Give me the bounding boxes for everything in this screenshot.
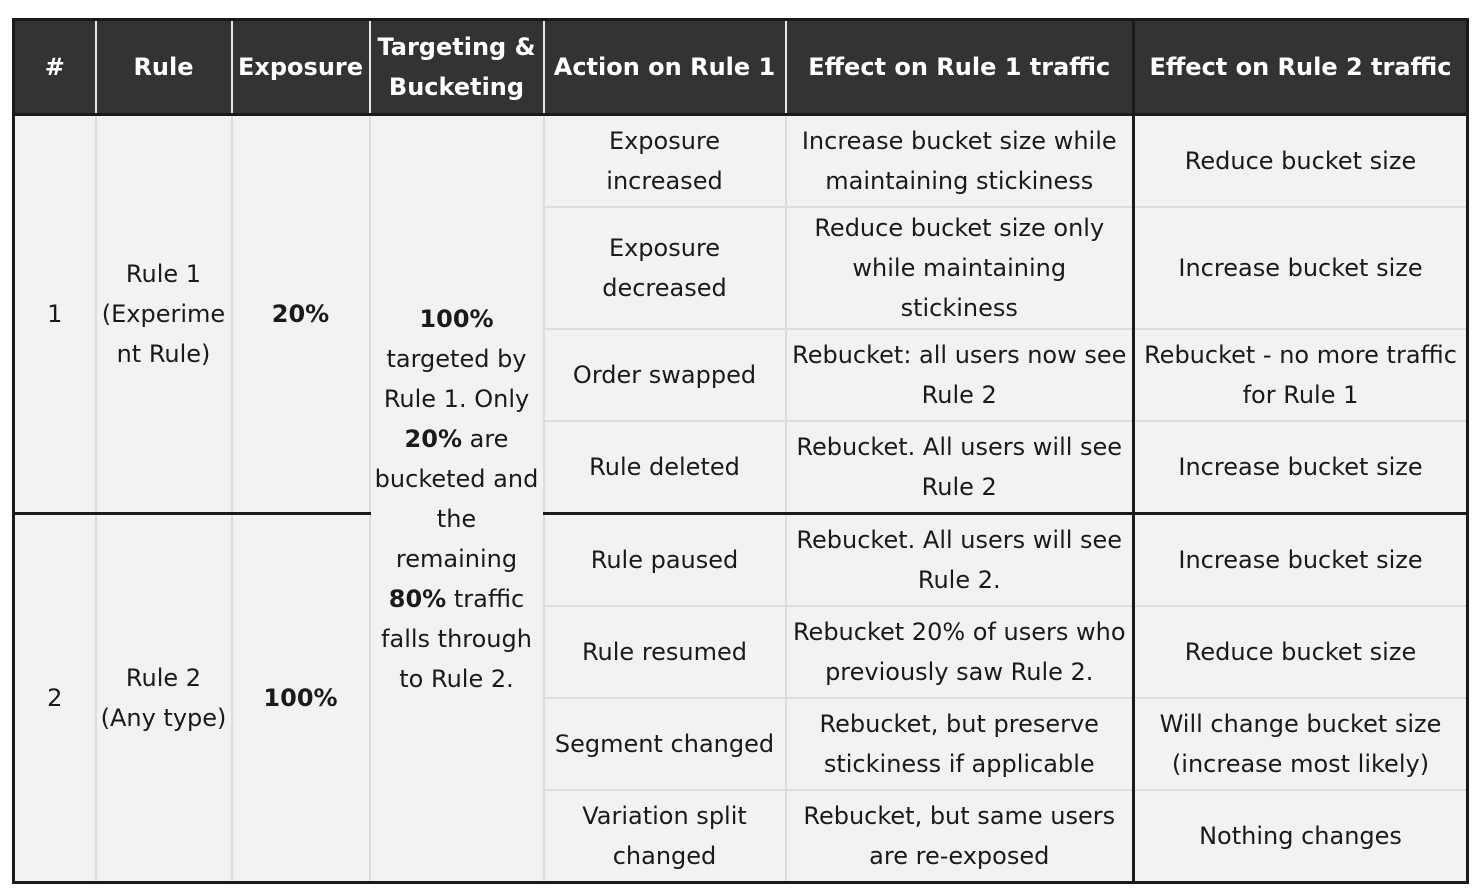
rule-effects-table-wrap: [12, 18, 1469, 884]
effect-rule1-cell: Reduce bucket size only while maintaining stickiness: [786, 207, 1134, 329]
effect-rule1-cell: Rebucket: all users now see Rule 2: [786, 329, 1134, 421]
action-cell: Exposure increased: [544, 115, 786, 208]
effect-rule2-cell: Nothing changes: [1134, 790, 1468, 883]
effect-rule1-cell: Rebucket. All users will see Rule 2.: [786, 514, 1134, 607]
effect-rule2-cell: Increase bucket size: [1134, 207, 1468, 329]
targeting-text-2: are bucketed and the remaining: [374, 424, 539, 573]
effect-rule2-cell: Will change bucket size (increase most likely): [1134, 698, 1468, 790]
effect-rule2-cell: Increase bucket size: [1134, 514, 1468, 607]
effect-rule1-cell: Rebucket. All users will see Rule 2: [786, 421, 1134, 514]
rule-effects-table: [12, 18, 1469, 884]
effect-rule1-cell: Rebucket, but same users are re-exposed: [786, 790, 1134, 883]
action-cell: Rule paused: [544, 514, 786, 607]
targeting-pct-fallthrough: 80%: [388, 584, 447, 613]
header-effect-rule1: Effect on Rule 1 traffic: [786, 20, 1134, 115]
targeting-text-1: targeted by Rule 1. Only: [383, 344, 530, 413]
effect-rule1-cell: Rebucket, but preserve stickiness if applicable: [786, 698, 1134, 790]
table-header-row: [14, 20, 1468, 115]
targeting-pct-targeted: 100%: [419, 304, 494, 333]
header-rule: Rule: [96, 20, 232, 115]
rule-name: Rule 1 (Experime nt Rule): [96, 115, 232, 514]
action-cell: Order swapped: [544, 329, 786, 421]
action-cell: Rule resumed: [544, 606, 786, 698]
rule-exposure: 100%: [232, 514, 370, 883]
effect-rule2-cell: Reduce bucket size: [1134, 606, 1468, 698]
effect-rule1-cell: Increase bucket size while maintaining stickiness: [786, 115, 1134, 208]
rule-exposure: 20%: [232, 115, 370, 514]
targeting-pct-bucketed: 20%: [404, 424, 462, 453]
header-number: #: [14, 20, 96, 115]
header-effect-rule2: Effect on Rule 2 traffic: [1134, 20, 1468, 115]
rule-number: 2: [14, 514, 96, 883]
effect-rule2-cell: Increase bucket size: [1134, 421, 1468, 514]
action-cell: Rule deleted: [544, 421, 786, 514]
rule-name: Rule 2 (Any type): [96, 514, 232, 883]
header-action: Action on Rule 1: [544, 20, 786, 115]
targeting-bucketing-cell: [370, 115, 544, 883]
targeting-text-3: traffic falls through to Rule 2.: [381, 584, 532, 693]
effect-rule1-cell: Rebucket 20% of users who previously saw Rule 2.: [786, 606, 1134, 698]
action-cell: Variation split changed: [544, 790, 786, 883]
action-cell: Segment changed: [544, 698, 786, 790]
effect-rule2-cell: Rebucket - no more traffic for Rule 1: [1134, 329, 1468, 421]
header-targeting: Targeting & Bucketing: [370, 20, 544, 115]
table-row: [14, 514, 1468, 607]
effect-rule2-cell: Reduce bucket size: [1134, 115, 1468, 208]
rule-number: 1: [14, 115, 96, 514]
table-row: [14, 115, 1468, 208]
action-cell: Exposure decreased: [544, 207, 786, 329]
header-exposure: Exposure: [232, 20, 370, 115]
